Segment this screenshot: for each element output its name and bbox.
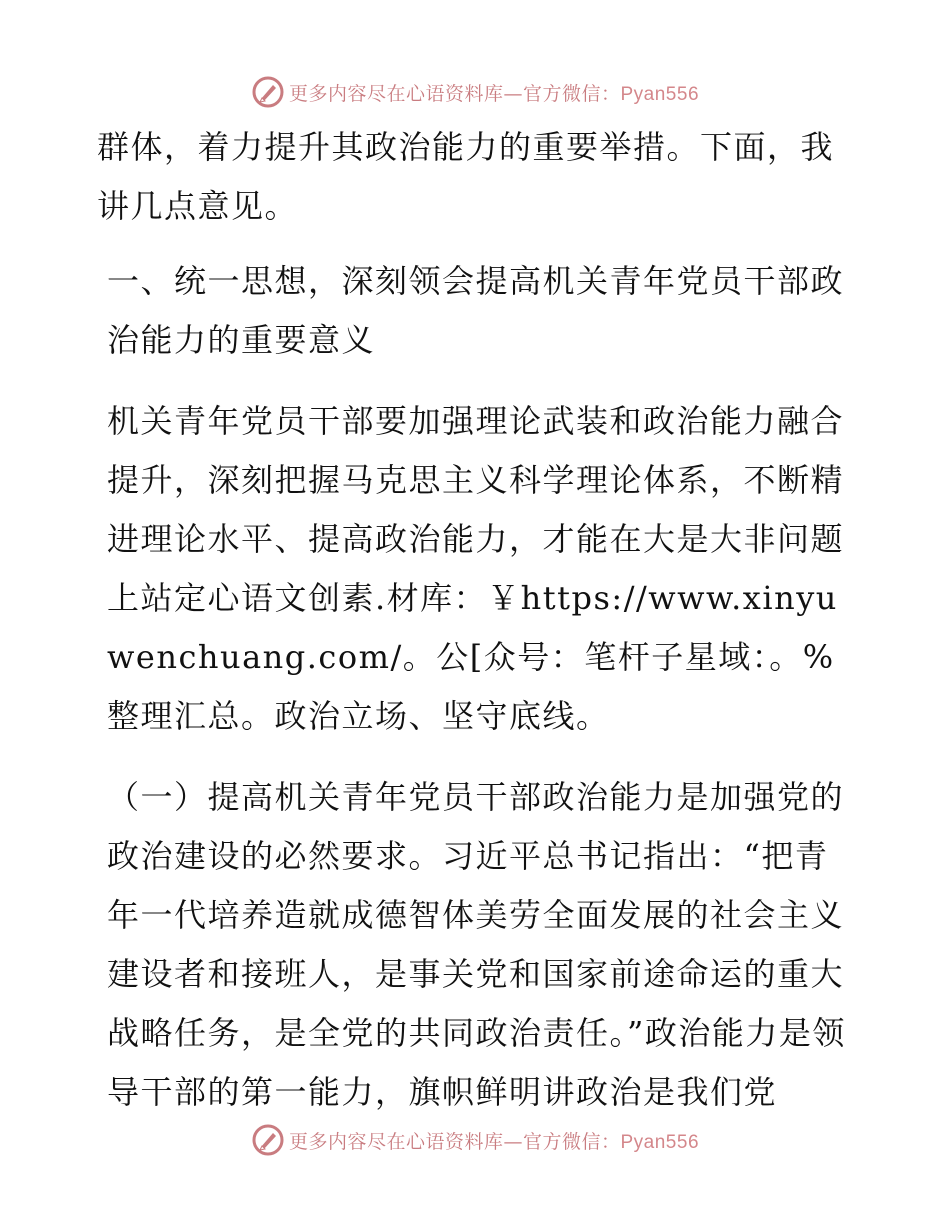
document-body bbox=[97, 118, 857, 1144]
header-banner bbox=[0, 72, 950, 112]
section-heading-one: 一、统一思想，深刻领会提高机关青年党员干部政治能力的重要意义 bbox=[107, 262, 845, 359]
pen-nib-circle-icon bbox=[251, 75, 285, 109]
banner-account: Pyan556 bbox=[620, 83, 700, 105]
paragraph-intro-continuation: 群体，着力提升其政治能力的重要举措。下面，我讲几点意见。 bbox=[97, 128, 835, 225]
banner-title: 更多内容尽在心语资料库 bbox=[288, 1130, 504, 1153]
banner-account: Pyan556 bbox=[620, 1131, 700, 1153]
footer-banner bbox=[0, 1120, 950, 1160]
banner-wechat-label: 官方微信： bbox=[522, 1130, 621, 1153]
banner-title: 更多内容尽在心语资料库 bbox=[288, 82, 504, 105]
pen-nib-circle-icon bbox=[251, 1123, 285, 1157]
banner-dash: — bbox=[503, 1130, 523, 1153]
banner-wechat-label: 官方微信： bbox=[522, 82, 621, 105]
paragraph-subsection-one: （一）提高机关青年党员干部政治能力是加强党的政治建设的必然要求。习近平总书记指出：“把青年一代培养造就成德智体美劳全面发展的社会主义建设者和接班人，是事关党和国家前途命运的重大战略任务，是全党的共同政治责任。”政治能力是领导干部的第一能力，旗帜鲜明讲政治是我们党 bbox=[107, 778, 846, 1111]
paragraph-theory: 机关青年党员干部要加强理论武装和政治能力融合提升，深刻把握马克思主义科学理论体系，不断精进理论水平、提高政治能力，才能在大是大非问题上站定心语文创素.材库：￥https://www.xinyuwenchuang.com/。公[众号：笔杆子星域：。%整理汇总。政治立场、坚守底线。 bbox=[107, 402, 845, 735]
banner-dash: — bbox=[503, 82, 523, 105]
